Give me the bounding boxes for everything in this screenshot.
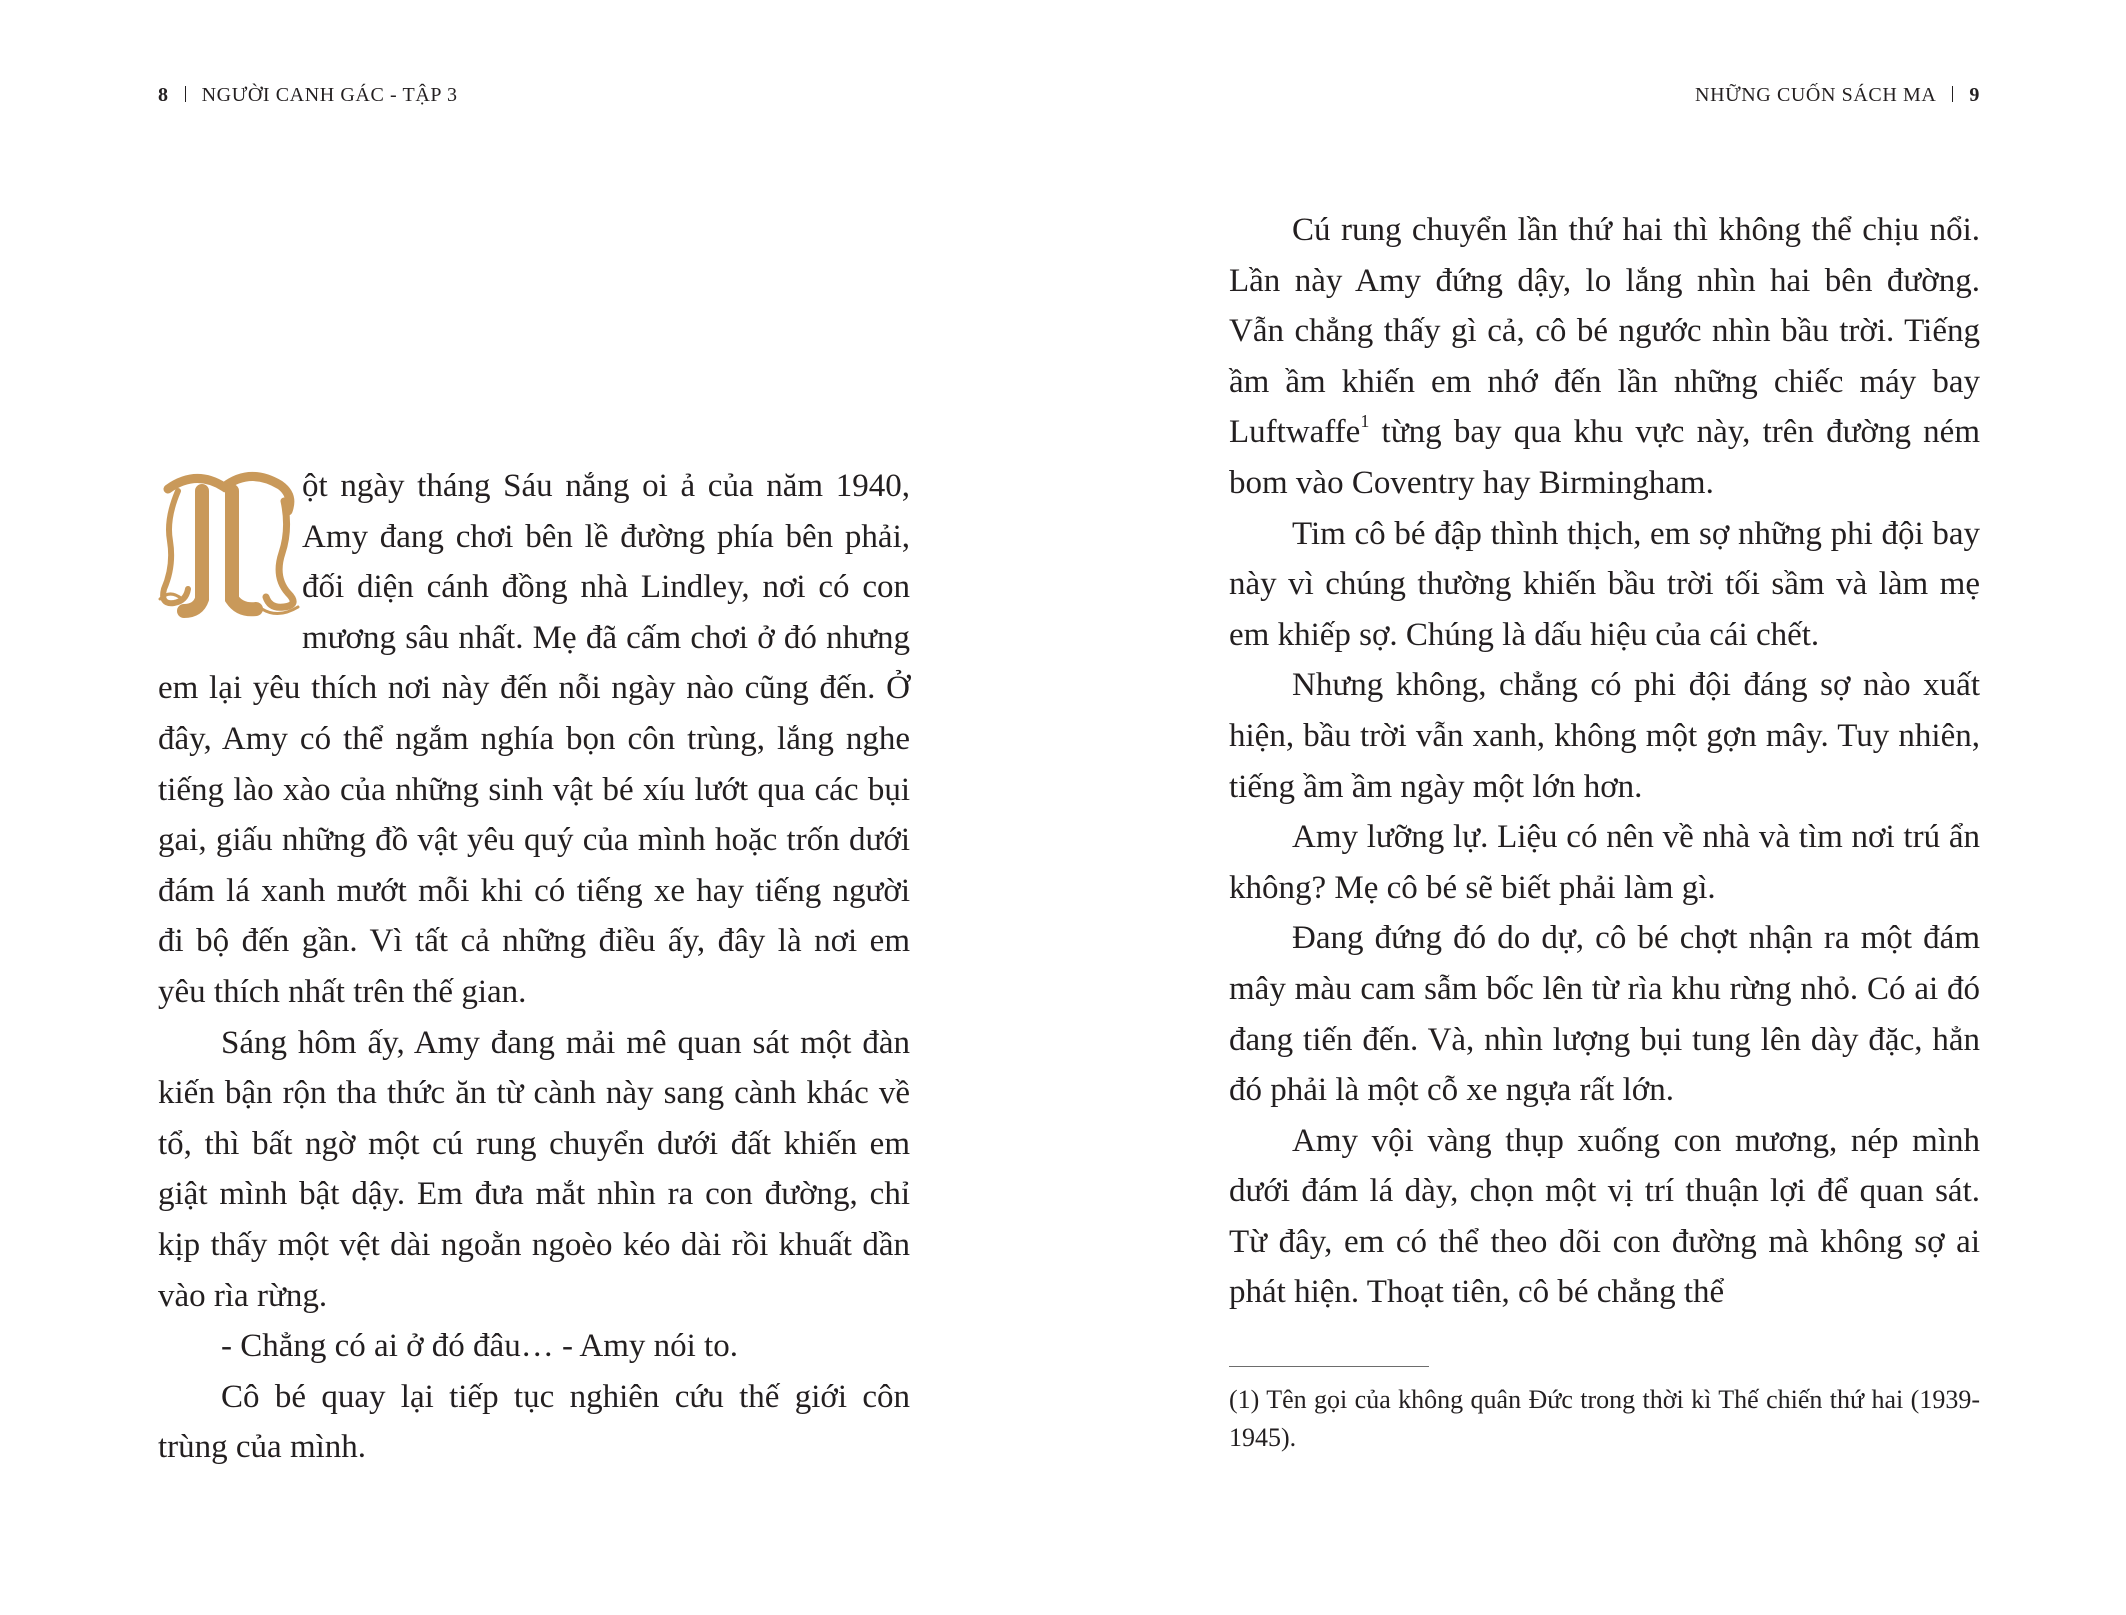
paragraph — [1229, 205, 1980, 509]
opening-paragraph — [158, 461, 910, 1018]
left-running-head — [158, 82, 458, 108]
right-body-text — [1229, 205, 1980, 1318]
footnote-reference: 1 — [1360, 411, 1370, 432]
right-running-head — [1695, 82, 1980, 108]
left-book-title: NGƯỜI CANH GÁC - TẬP 3 — [201, 84, 458, 106]
drop-cap-letter — [158, 471, 302, 621]
left-page-number: 8 — [158, 84, 169, 106]
left-body-text — [158, 461, 910, 1473]
paragraph: Nhưng không, chẳng có phi đội đáng sợ nào xuất hiện, bầu trời vẫn xanh, không một gợn mây. Tuy nhiên, tiếng ầm ầm ngày một lớn hơn. — [1229, 667, 1980, 805]
right-page-number: 9 — [1969, 84, 1980, 106]
paragraph: Tim cô bé đập thình thịch, em sợ những phi đội bay này vì chúng thường khiến bầu trời tối sầm và làm mẹ em khiếp sợ. Chúng là dấu hiệu của cái chết. — [1229, 515, 1980, 653]
right-book-title: NHỮNG CUỐN SÁCH MA — [1695, 84, 1937, 106]
paragraph: Cô bé quay lại tiếp tục nghiên cứu thế giới côn trùng của mình. — [158, 1378, 910, 1466]
paragraph-text: từng bay qua khu vực này, trên đường ném bom vào Coventry hay Birmingham. — [1229, 414, 1980, 501]
paragraph: Đang đứng đó do dự, cô bé chợt nhận ra một đám mây màu cam sẫm bốc lên từ rìa khu rừng nhỏ. Có ai đó đang tiến đến. Và, nhìn lượng bụi tung lên dày đặc, hẳn đó phải là một cỗ xe ngựa rất lớn. — [1229, 920, 1980, 1109]
paragraph-text: Cú rung chuyển lần thứ hai thì không thể chịu nổi. Lần này Amy đứng dậy, lo lắng nhìn hai bên đường. Vẫn chẳng thấy gì cả, cô bé ngước nhìn bầu trời. Tiếng ầm ầm khiến em nhớ đến lần những chiếc máy bay Luftwaffe — [1229, 212, 1980, 451]
right-page — [1063, 0, 2126, 1615]
footnote: (1) Tên gọi của không quân Đức trong thời kì Thế chiến thứ hai (1939-1945). — [1229, 1385, 1980, 1452]
footnote-divider — [1229, 1366, 1429, 1367]
paragraph: Amy vội vàng thụp xuống con mương, nép mình dưới đám lá dày, chọn một vị trí thuận lợi để quan sát. Từ đây, em có thể theo dõi con đường mà không sợ ai phát hiện. Thoạt tiên, cô bé chẳng thể — [1229, 1122, 1980, 1311]
running-head-divider — [1952, 86, 1953, 102]
paragraph: Amy lưỡng lự. Liệu có nên về nhà và tìm nơi trú ẩn không? Mẹ cô bé sẽ biết phải làm gì. — [1229, 819, 1980, 906]
paragraph: Sáng hôm ấy, Amy đang mải mê quan sát một đàn kiến bận rộn tha thức ăn từ cành này sang cành khác về tổ, thì bất ngờ một cú rung chuyển dưới đất khiến em giật mình bật dậy. Em đưa mắt nhìn ra con đường, chỉ kịp thấy một vệt dài ngoằn ngoèo kéo dài rồi khuất dần vào rìa rừng. — [158, 1024, 910, 1314]
dialogue-line: - Chẳng có ai ở đó đâu… - Amy nói to. — [221, 1328, 738, 1365]
paragraph-text: ột ngày tháng Sáu nắng oi ả của năm 1940, Amy đang chơi bên lề đường phía bên phải, đối diện cánh đồng nhà Lindley, nơi có con mương sâu nhất. Mẹ đã cấm chơi ở đó nhưng em lại yêu thích nơi này đến nỗi ngày nào cũng đến. Ở đây, Amy có thể ngắm nghía bọn côn trùng, lắng nghe tiếng lào xào của những sinh vật bé xíu lướt qua các bụi gai, giấu những đồ vật yêu quý của mình hoặc trốn dưới đám lá xanh mướt mỗi khi có tiếng xe hay tiếng người đi bộ đến gần. Vì tất cả những điều ấy, đây là nơi em yêu thích nhất trên thế gian. — [158, 468, 910, 1010]
running-head-divider — [185, 86, 186, 102]
ornamental-m-icon — [158, 471, 302, 621]
